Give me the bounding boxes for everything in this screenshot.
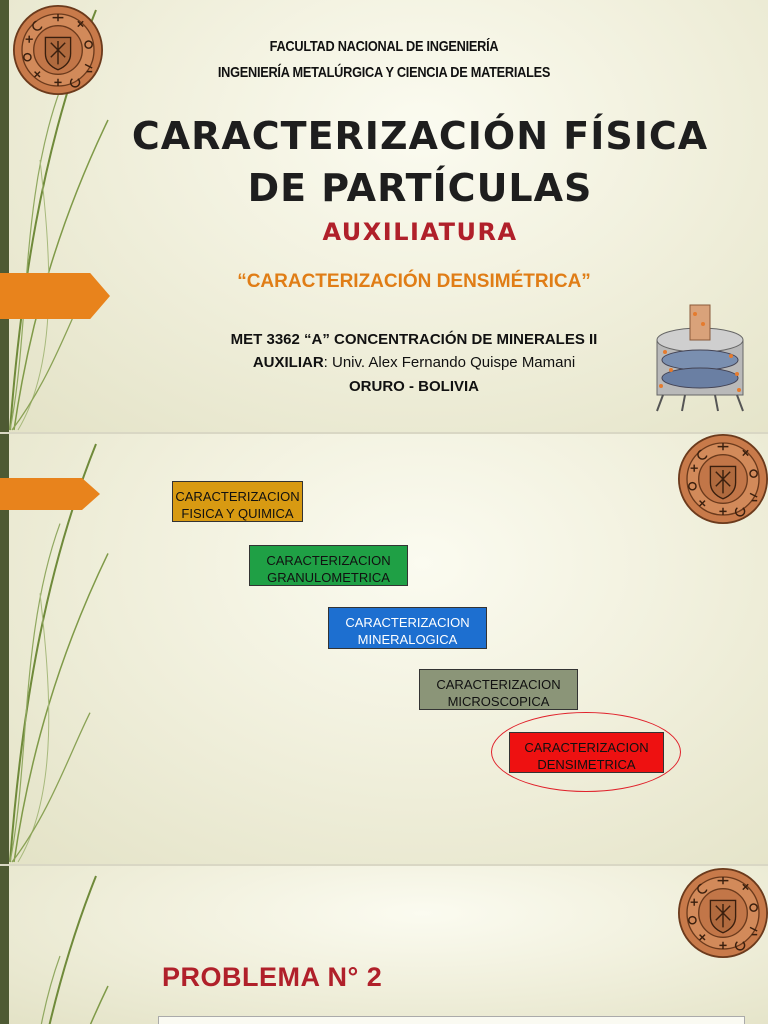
department-name: INGENIERÍA METALÚRGICA Y CIENCIA DE MATERIALES [217,64,551,81]
course-line: MET 3362 “A” CONCENTRACIÓN DE MINERALES II [230,331,598,348]
orange-arrow-icon [0,478,100,510]
step-mineralogica [328,607,487,649]
step-line2: MINERALOGICA [357,632,458,647]
left-bar [0,866,9,1024]
step-line1: CARACTERIZACION [266,553,391,568]
grass-decoration-icon [0,866,110,1024]
step-line2: GRANULOMETRICA [267,570,390,585]
university-seal-icon [678,434,768,524]
step-line2: FISICA Y QUIMICA [181,506,294,521]
title-line1: CARACTERIZACIÓN FÍSICA [131,114,709,158]
step-line2: DENSIMETRICA [537,757,636,772]
subtitle: “CARACTERIZACIÓN DENSIMÉTRICA” [237,271,591,292]
problem-heading: PROBLEMA N° 2 [162,962,383,992]
title-line2: DE PARTÍCULAS [247,166,593,210]
problem-text-box [158,1016,745,1024]
title-slide [0,0,768,432]
step-line2: MICROSCOPICA [447,694,550,709]
auxiliatura-title: AUXILIATURA [322,218,518,246]
step-line1: CARACTERIZACION [345,615,470,630]
sieve-machine-icon [645,300,755,415]
step-line1: CARACTERIZACION [175,489,300,504]
university-seal-icon [678,868,768,958]
auxiliar-label: AUXILIAR [252,354,324,371]
step-granulometrica [249,545,408,586]
problem-slide [0,866,768,1024]
flow-slide [0,434,768,864]
step-microscopica [419,669,578,710]
faculty-name: FACULTAD NACIONAL DE INGENIERÍA [269,38,499,55]
location-line: ORURO - BOLIVIA [349,378,479,395]
auxiliar-name: : Univ. Alex Fernando Quispe Mamani [323,354,576,371]
step-fisica-quimica [172,481,303,522]
step-line1: CARACTERIZACION [524,740,649,755]
step-densimetrica [509,732,664,773]
step-line1: CARACTERIZACION [436,677,561,692]
